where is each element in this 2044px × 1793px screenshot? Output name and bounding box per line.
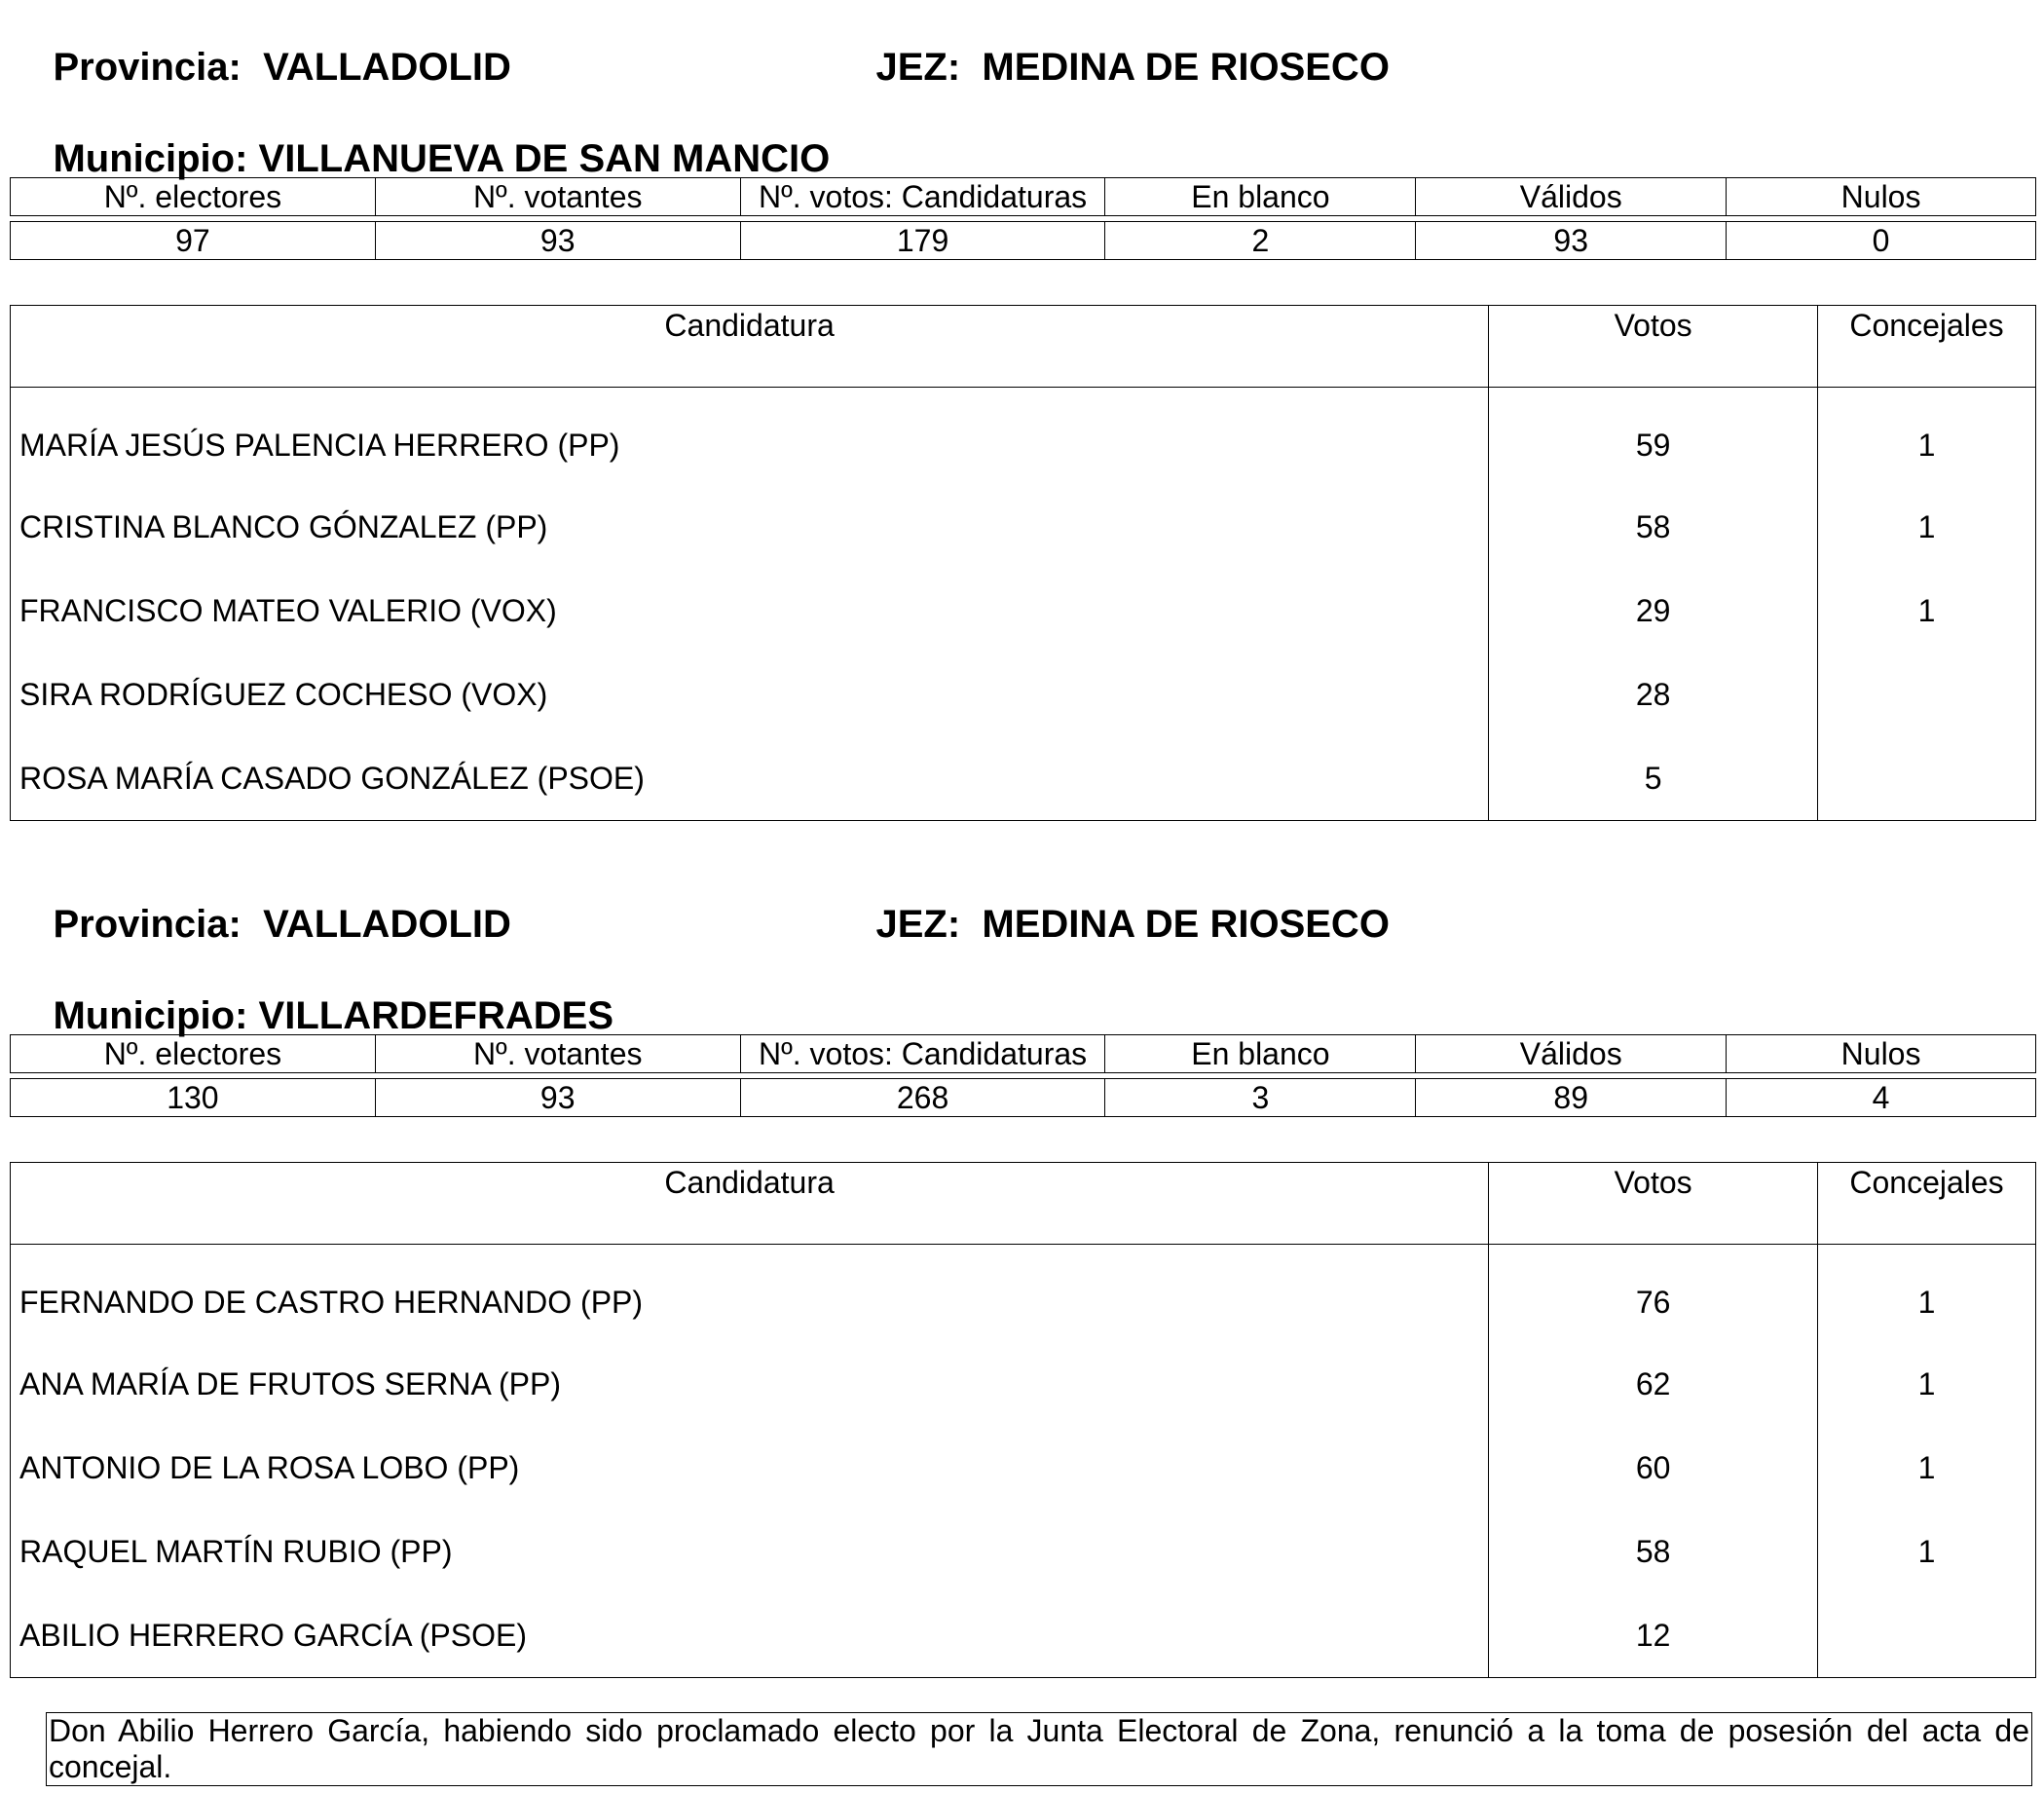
provincia-value: VALLADOLID (263, 903, 511, 946)
jez-heading (833, 857, 1390, 991)
stats-header: Nº. votos: Candidaturas (740, 178, 1105, 216)
candidate-name: MARÍA JESÚS PALENCIA HERRERO (PP) (11, 388, 1489, 486)
candidate-name: RAQUEL MARTÍN RUBIO (PP) (11, 1510, 1489, 1593)
stats-header: Nº. votantes (375, 178, 740, 216)
municipio-value: VILLANUEVA DE SAN MANCIO (258, 137, 831, 180)
provincia-value: VALLADOLID (263, 46, 511, 89)
stats-header: Nº. votantes (375, 1035, 740, 1073)
candidate-votes: 76 (1489, 1245, 1818, 1343)
provincia-label: Provincia: (53, 903, 242, 946)
table-row (11, 1510, 2036, 1593)
candidate-seats: 1 (1818, 1342, 2036, 1426)
stats-table (10, 177, 2036, 260)
candidate-name: ROSA MARÍA CASADO GONZÁLEZ (PSOE) (11, 736, 1489, 821)
candidates-table (10, 305, 2036, 821)
candidate-votes: 28 (1489, 653, 1818, 736)
jez-value: MEDINA DE RIOSECO (982, 46, 1390, 89)
candidate-name: ANA MARÍA DE FRUTOS SERNA (PP) (11, 1342, 1489, 1426)
stats-header: Válidos (1416, 1035, 1727, 1073)
stats-header: Nº. electores (11, 1035, 376, 1073)
table-row (11, 1593, 2036, 1678)
candidate-votes: 12 (1489, 1593, 1818, 1678)
stats-value: 97 (11, 222, 376, 260)
candidate-votes: 5 (1489, 736, 1818, 821)
cand-header-concejales: Concejales (1818, 1163, 2036, 1245)
candidate-seats: 1 (1818, 1426, 2036, 1510)
municipio-label: Municipio: (53, 137, 248, 180)
candidate-name: FRANCISCO MATEO VALERIO (VOX) (11, 569, 1489, 653)
table-row (11, 388, 2036, 486)
stats-header: Nulos (1727, 1035, 2036, 1073)
stats-value: 93 (375, 222, 740, 260)
municipio-label: Municipio: (53, 994, 248, 1037)
table-row (11, 485, 2036, 569)
cand-header-candidatura: Candidatura (11, 306, 1489, 388)
table-row (11, 1426, 2036, 1510)
cand-header-votos: Votos (1489, 1163, 1818, 1245)
candidate-seats: 1 (1818, 388, 2036, 486)
jez-label: JEZ: (875, 46, 961, 89)
stats-value: 4 (1727, 1079, 2036, 1117)
candidate-seats: 1 (1818, 569, 2036, 653)
table-row (11, 1342, 2036, 1426)
candidate-votes: 62 (1489, 1342, 1818, 1426)
candidate-seats: 1 (1818, 1510, 2036, 1593)
stats-value: 3 (1105, 1079, 1416, 1117)
stats-value: 179 (740, 222, 1105, 260)
stats-value: 130 (11, 1079, 376, 1117)
table-row (11, 653, 2036, 736)
candidate-seats (1818, 653, 2036, 736)
candidate-votes: 59 (1489, 388, 1818, 486)
cand-header-concejales: Concejales (1818, 306, 2036, 388)
candidate-seats (1818, 736, 2036, 821)
stats-value: 93 (375, 1079, 740, 1117)
candidate-name: CRISTINA BLANCO GÓNZALEZ (PP) (11, 485, 1489, 569)
stats-header: Nº. votos: Candidaturas (740, 1035, 1105, 1073)
stats-header: En blanco (1105, 1035, 1416, 1073)
provincia-label: Provincia: (53, 46, 242, 89)
candidate-seats: 1 (1818, 1245, 2036, 1343)
candidate-seats: 1 (1818, 485, 2036, 569)
candidate-name: ABILIO HERRERO GARCÍA (PSOE) (11, 1593, 1489, 1678)
resignation-note: Don Abilio Herrero García, habiendo sido proclamado electo por la Junta Electoral de Zona, renunció a la toma de posesión del acta de concejal. (46, 1712, 2032, 1786)
jez-label: JEZ: (875, 903, 961, 946)
cand-header-candidatura: Candidatura (11, 1163, 1489, 1245)
candidate-votes: 58 (1489, 485, 1818, 569)
stats-header: Nº. electores (11, 178, 376, 216)
stats-header: Nulos (1727, 178, 2036, 216)
candidates-table (10, 1162, 2036, 1678)
table-row (11, 569, 2036, 653)
candidate-votes: 58 (1489, 1510, 1818, 1593)
candidate-name: SIRA RODRÍGUEZ COCHESO (VOX) (11, 653, 1489, 736)
stats-value: 2 (1105, 222, 1416, 260)
table-row (11, 1245, 2036, 1343)
stats-table (10, 1034, 2036, 1117)
candidate-name: FERNANDO DE CASTRO HERNANDO (PP) (11, 1245, 1489, 1343)
candidate-seats (1818, 1593, 2036, 1678)
stats-value: 268 (740, 1079, 1105, 1117)
stats-value: 89 (1416, 1079, 1727, 1117)
jez-heading (833, 0, 1390, 134)
stats-value: 0 (1727, 222, 2036, 260)
municipio-value: VILLARDEFRADES (258, 994, 613, 1037)
table-row (11, 736, 2036, 821)
stats-value: 93 (1416, 222, 1727, 260)
jez-value: MEDINA DE RIOSECO (982, 903, 1390, 946)
stats-header: En blanco (1105, 178, 1416, 216)
candidate-votes: 29 (1489, 569, 1818, 653)
candidate-votes: 60 (1489, 1426, 1818, 1510)
stats-header: Válidos (1416, 178, 1727, 216)
candidate-name: ANTONIO DE LA ROSA LOBO (PP) (11, 1426, 1489, 1510)
cand-header-votos: Votos (1489, 306, 1818, 388)
